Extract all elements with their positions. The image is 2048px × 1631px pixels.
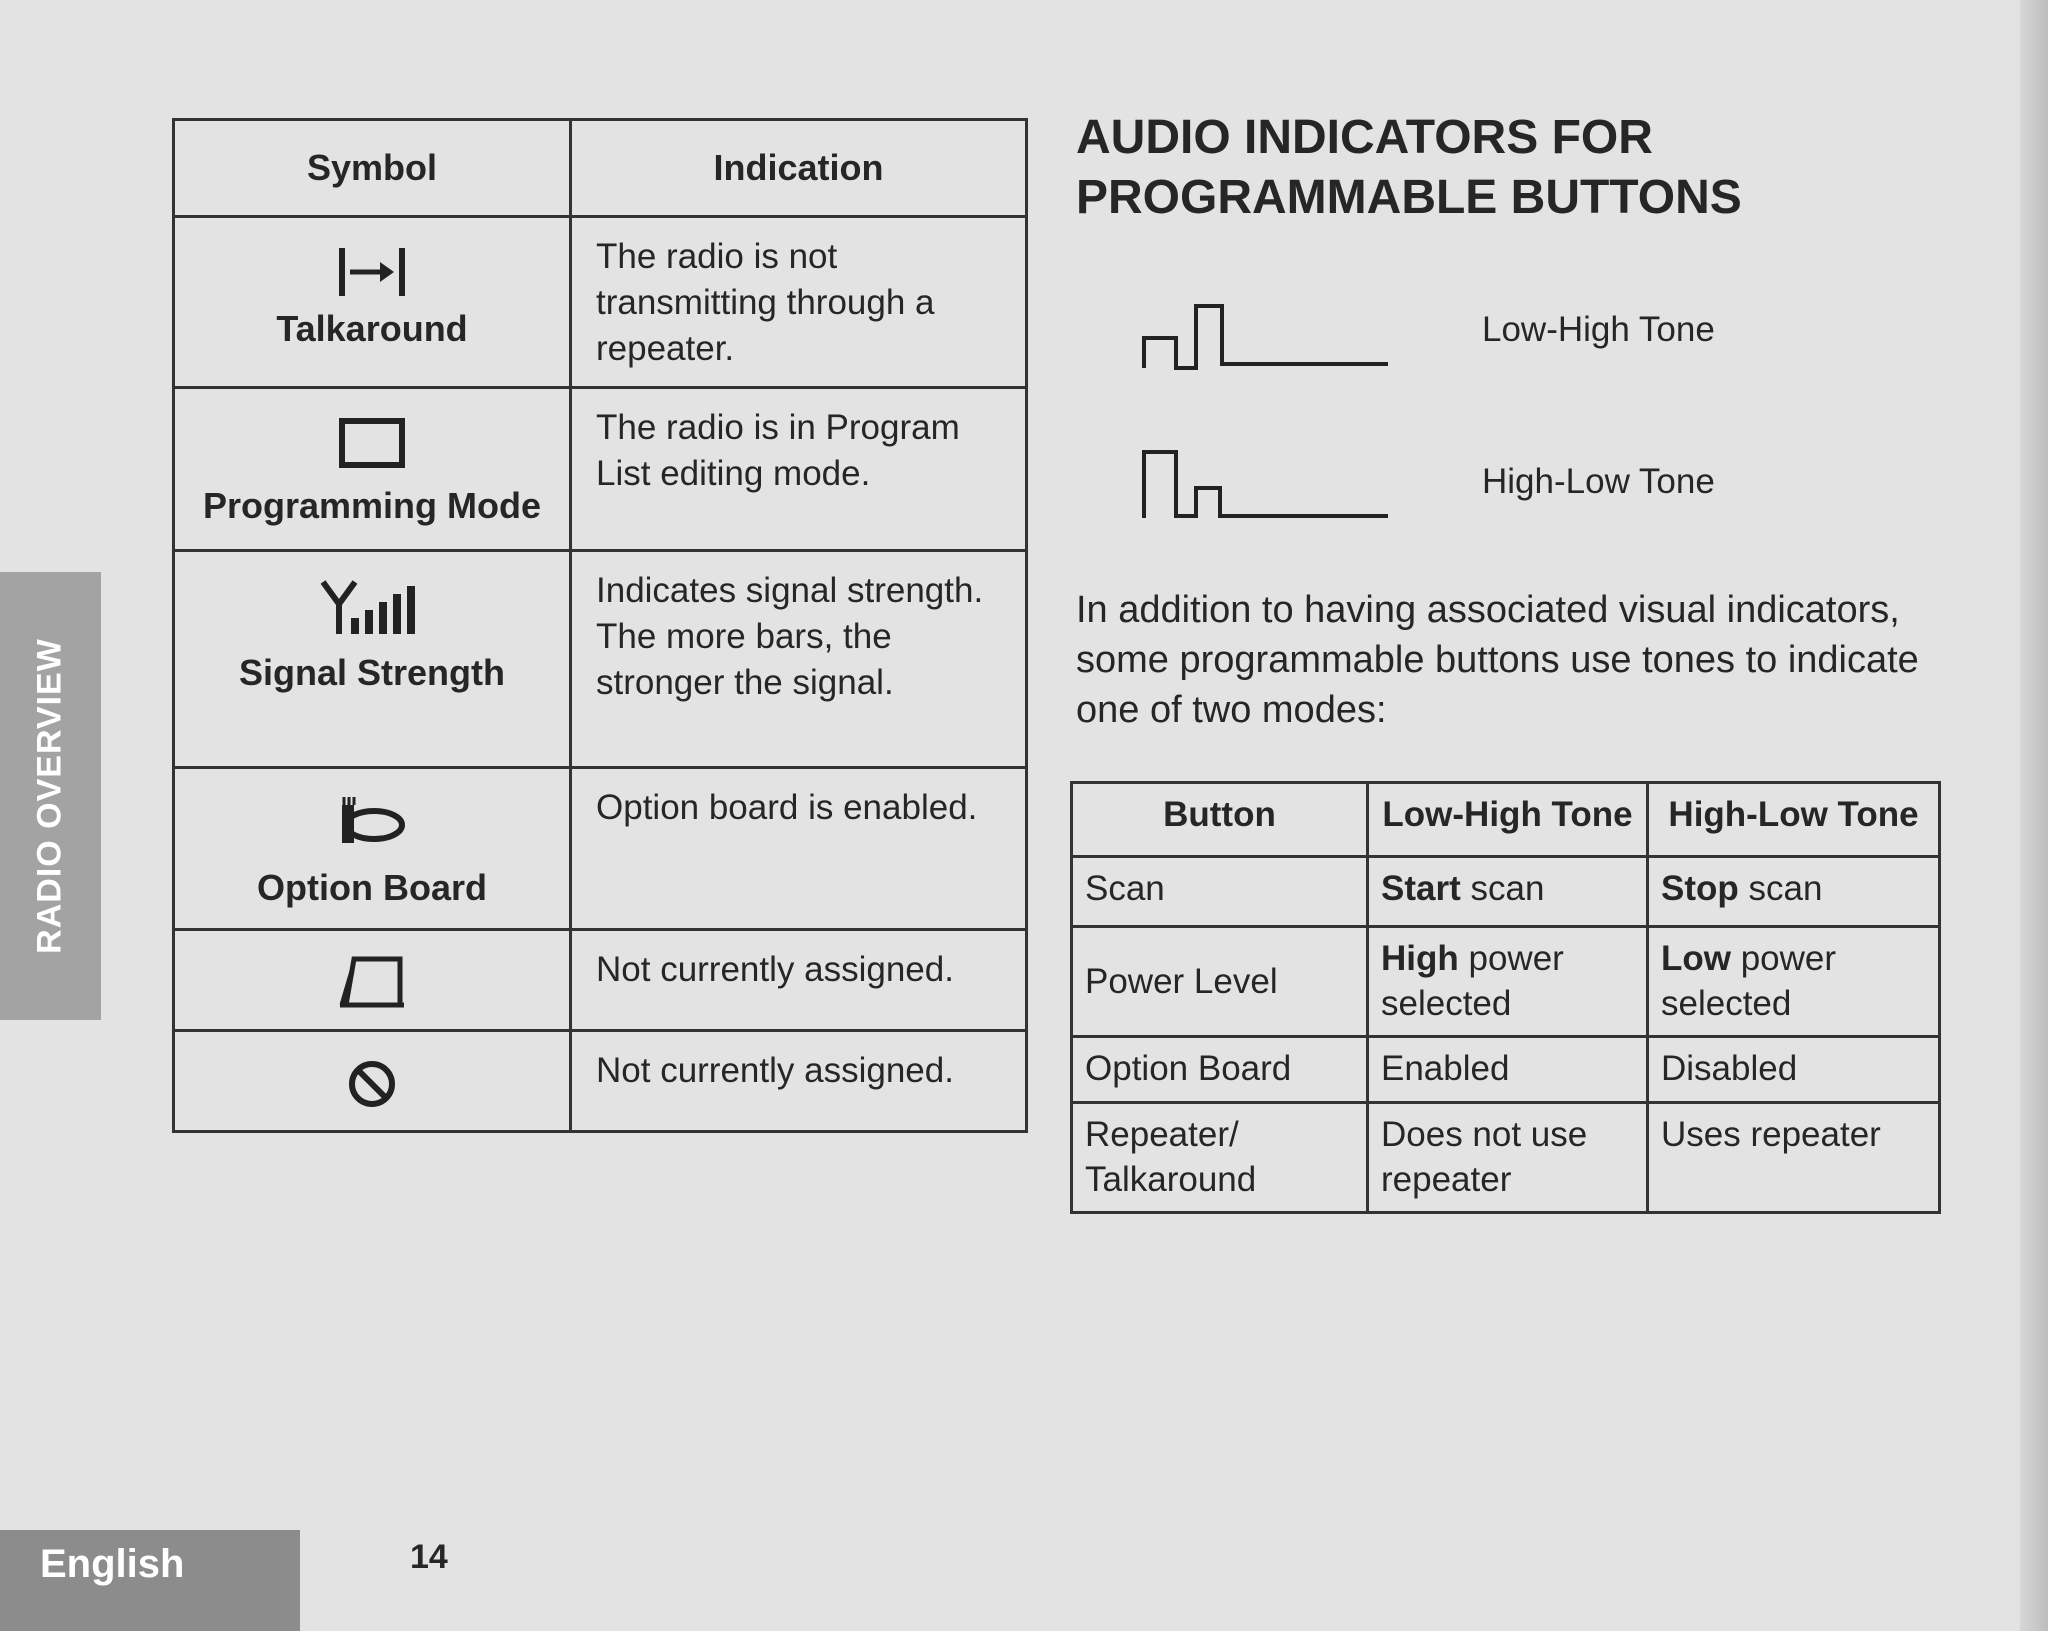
tone-label: High-Low Tone bbox=[1482, 462, 1715, 501]
prohibited-icon bbox=[342, 1054, 402, 1114]
indication-cell: Option board is enabled. bbox=[571, 768, 1027, 930]
indication-cell: The radio is not transmitting through a repeater. bbox=[571, 217, 1027, 388]
tone-table bbox=[1070, 781, 1941, 1214]
intro-paragraph: In addition to having associated visual indicators, some programmable buttons use tones to indicate one of two modes: bbox=[1076, 589, 1919, 731]
section-tab-label: RADIO OVERVIEW bbox=[30, 638, 69, 954]
table-row bbox=[1072, 857, 1940, 927]
symbol-name: Talkaround bbox=[276, 308, 468, 349]
table-row bbox=[1072, 1103, 1940, 1213]
table-row bbox=[174, 388, 1027, 551]
low-high-cell: Does not use repeater bbox=[1368, 1103, 1648, 1213]
high-low-cell: Uses repeater bbox=[1648, 1103, 1940, 1213]
table-row bbox=[174, 217, 1027, 388]
button-cell: Option Board bbox=[1072, 1037, 1368, 1103]
programming-mode-icon bbox=[332, 411, 412, 475]
symbol-cell bbox=[174, 551, 571, 768]
high-low-cell: Disabled bbox=[1648, 1037, 1940, 1103]
button-header: Button bbox=[1072, 783, 1368, 857]
table-row bbox=[1072, 1037, 1940, 1103]
indication-cell: Not currently assigned. bbox=[571, 1031, 1027, 1132]
symbol-header: Symbol bbox=[174, 120, 571, 217]
symbol-name: Option Board bbox=[257, 867, 487, 908]
symbol-name: Programming Mode bbox=[202, 485, 542, 526]
high-low-cell bbox=[1648, 857, 1940, 927]
symbol-table-header bbox=[174, 120, 1027, 217]
indication-header: Indication bbox=[571, 120, 1027, 217]
button-cell: Power Level bbox=[1072, 927, 1368, 1037]
cell-text: scan bbox=[1738, 869, 1823, 908]
symbol-cell bbox=[174, 217, 571, 388]
symbol-cell bbox=[174, 930, 571, 1031]
emphasis: Low bbox=[1661, 939, 1731, 978]
heading-line: PROGRAMMABLE BUTTONS bbox=[1076, 171, 1742, 224]
unassigned-icon bbox=[332, 951, 412, 1011]
symbol-name: Signal Strength bbox=[238, 652, 505, 693]
section-heading bbox=[1076, 108, 1742, 228]
page-number: 14 bbox=[410, 1538, 448, 1576]
low-high-cell bbox=[1368, 927, 1648, 1037]
high-low-header: High-Low Tone bbox=[1648, 783, 1940, 857]
table-row bbox=[174, 930, 1027, 1031]
page-edge bbox=[2020, 0, 2048, 1631]
emphasis: Stop bbox=[1661, 869, 1739, 908]
cell-text: power selected bbox=[1381, 939, 1564, 1023]
signal-strength-icon bbox=[317, 574, 427, 638]
high-low-cell bbox=[1648, 927, 1940, 1037]
emphasis: High bbox=[1381, 939, 1459, 978]
indication-cell: The radio is in Program List editing mode. bbox=[571, 388, 1027, 551]
low-high-tone-icon bbox=[1140, 292, 1392, 370]
button-cell: Repeater/ Talkaround bbox=[1072, 1103, 1368, 1213]
low-high-cell bbox=[1368, 857, 1648, 927]
table-row bbox=[174, 768, 1027, 930]
indication-cell: Indicates signal strength. The more bars, the stronger the signal. bbox=[571, 551, 1027, 768]
cell-text: scan bbox=[1460, 869, 1545, 908]
emphasis: Start bbox=[1381, 869, 1461, 908]
tone-label: Low-High Tone bbox=[1482, 310, 1715, 349]
symbol-cell bbox=[174, 768, 571, 930]
heading-line: AUDIO INDICATORS FOR bbox=[1076, 111, 1653, 164]
cell-text: power selected bbox=[1661, 939, 1837, 1023]
low-high-header: Low-High Tone bbox=[1368, 783, 1648, 857]
low-high-cell: Enabled bbox=[1368, 1037, 1648, 1103]
symbol-cell bbox=[174, 1031, 571, 1132]
high-low-tone-icon bbox=[1140, 446, 1392, 520]
symbol-table bbox=[172, 118, 1028, 1133]
table-row bbox=[174, 551, 1027, 768]
language-label: English bbox=[40, 1542, 185, 1586]
talkaround-icon bbox=[332, 240, 412, 304]
indication-cell: Not currently assigned. bbox=[571, 930, 1027, 1031]
option-board-icon bbox=[332, 787, 412, 851]
table-row bbox=[174, 1031, 1027, 1132]
button-cell: Scan bbox=[1072, 857, 1368, 927]
table-row bbox=[1072, 927, 1940, 1037]
symbol-cell bbox=[174, 388, 571, 551]
tone-table-header bbox=[1072, 783, 1940, 857]
